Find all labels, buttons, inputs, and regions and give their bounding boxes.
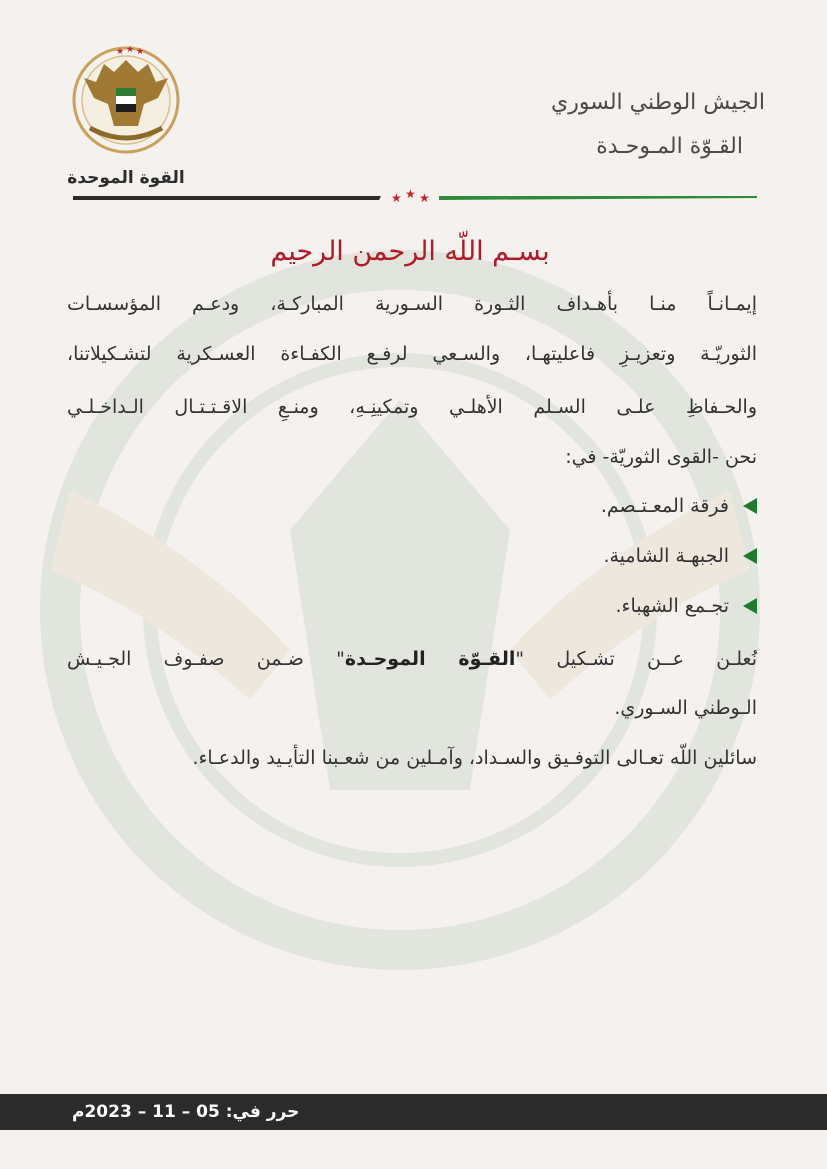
announcement-text: " ضـمن صفـوف الجـيـش — [67, 648, 345, 670]
svg-text:★: ★ — [126, 45, 135, 55]
issue-date: حرر في: 05 – 11 – 2023م — [72, 1102, 300, 1122]
list-item-label: تجـمع الشهباء. — [615, 595, 729, 617]
announcement-line: الـوطني السـوري. — [614, 697, 757, 719]
svg-text:★: ★ — [116, 47, 125, 57]
org-name: الجيش الوطني السوري — [550, 90, 765, 115]
footer-bar — [0, 1094, 827, 1130]
paragraph-line: والحـفاظِ علـى السـلم الأهلـي وتمكينِـهِ، ومنـعِ الاقـتـتـال الـداخـلـي — [67, 396, 757, 418]
force-name: القـوّة الموحـدة — [344, 648, 516, 670]
star-icon: ★ — [391, 191, 402, 205]
list-item — [603, 545, 757, 567]
org-subtitle: القـوّة المـوحـدة — [596, 134, 743, 159]
paragraph-line: الثوريّـة وتعزيـزِ فاعليتهـا، والسـعي لرفـع الكفـاءة العسـكرية لتشـكيلاتنا، — [67, 343, 757, 365]
bullet-arrow-icon — [743, 548, 757, 564]
star-icon: ★ — [405, 187, 416, 201]
eagle-emblem-icon — [64, 42, 188, 154]
star-icon: ★ — [419, 191, 430, 205]
list-item-label: فرقة المعـتـصم. — [600, 495, 729, 517]
closing-line: سائلين اللّه تعـالى التوفـيق والسـداد، وآمـلين من شعـبنا التأيـيد والدعـاء. — [192, 747, 757, 769]
list-item-label: الجبهـة الشامية. — [603, 545, 729, 567]
basmala-heading: بسـم اللّه الرحمن الرحيم — [270, 236, 550, 267]
announcement-text: نُعلـن عــن تشـكيل " — [515, 648, 757, 670]
logo-title: القوة الموحدة — [67, 168, 185, 188]
list-item — [601, 495, 757, 517]
announcement-line — [67, 648, 757, 670]
list-item — [615, 595, 757, 617]
header-divider — [73, 187, 757, 207]
bullet-arrow-icon — [743, 598, 757, 614]
paragraph-line: نحن -القوى الثوريّة- في: — [565, 446, 757, 468]
svg-text:★: ★ — [136, 47, 145, 57]
paragraph-line: إيمـانـاً منـا بأهـداف الثـورة السـورية المباركـة، ودعـم المؤسسـات — [67, 293, 757, 315]
bullet-arrow-icon — [743, 498, 757, 514]
